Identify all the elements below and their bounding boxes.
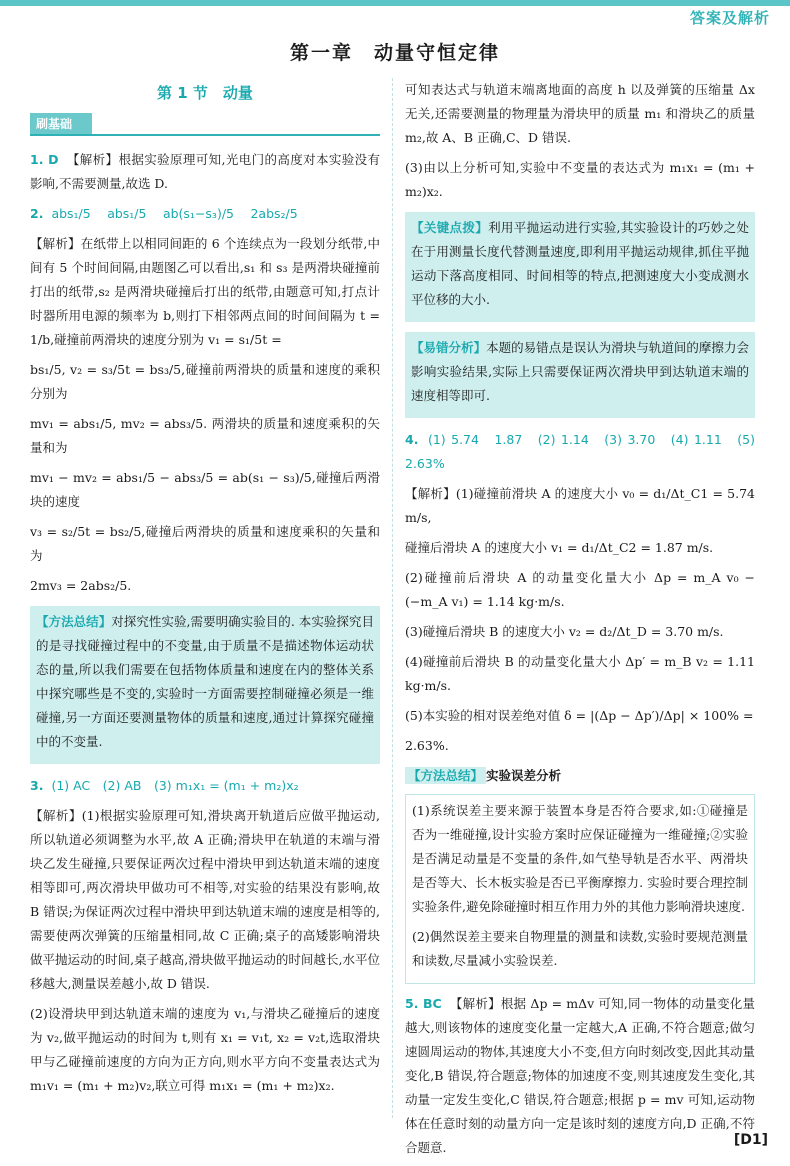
q3-tag: 【解析】	[30, 808, 82, 823]
page-number: [D1]	[733, 1132, 768, 1148]
q2-text-4: mv₁ − mv₂ = abs₁/5 − abs₃/5 = ab(s₁ − s₃)/5,碰撞后两滑块的速度	[30, 470, 380, 509]
q2-method	[36, 610, 374, 754]
q4-method-title: 实验误差分析	[486, 768, 562, 783]
q5-text: 根据 Δp = mΔv 可知,同一物体的动量变化量越大,则该物体的速度变化量一定越大,A 正确,不符合题意;做匀速圆周运动的物体,其速度大小不变,但方向时刻改变,因此其动量变化,B 错误,符合题意;物体的加速度不变,则其速度发生变化,其动量一定发生变化,C 错误,符合题意;根据 p = mv 可知,运动物体在任意时刻的动量方向一定是该时刻的速度方向,D 正确,不符合题意.	[405, 996, 755, 1155]
q1-paragraph	[30, 148, 380, 196]
q4-method-tag: 【方法总结】	[405, 767, 486, 784]
q5-number: 5. BC	[405, 996, 442, 1011]
page-header	[0, 0, 790, 34]
q3-analysis-1	[30, 804, 380, 996]
q4-method-text-1: (1)系统误差主要来源于装置本身是否符合要求,如:①碰撞是否为一维碰撞,设计实验方案时应保证碰撞为一维碰撞;②实验是否满足动量是不变量的条件,如气垫导轨是否水平、两滑块是否等大、长木板实验是否已平衡摩擦力. 实验时要合理控制实验条件,避免除碰撞时相互作用力外的其他力影响滑块速度.	[412, 803, 748, 914]
left-column	[30, 80, 380, 1104]
column-divider	[392, 78, 393, 1118]
q2-analysis	[30, 232, 380, 352]
q2-method-tag: 【方法总结】	[36, 614, 112, 629]
q2-number: 2.	[30, 206, 44, 221]
key-point	[411, 216, 749, 312]
q1-number: 1. D	[30, 152, 59, 167]
key-point-text: 利用平抛运动进行实验,其实验设计的巧妙之处在于用测量长度代替测量速度,即利用平抛运动规律,抓住平抛运动下落高度相同、时间相等的特点,把测速度大小变成测水平位移的大小.	[411, 220, 749, 307]
chapter-title: 第一章 动量守恒定律	[289, 42, 500, 64]
q2-method-box	[30, 606, 380, 764]
q4-text-6: (5)本实验的相对误差绝对值 δ = |(Δp − Δp′)/Δp| × 100% =	[405, 708, 754, 723]
q4-tag: 【解析】	[405, 486, 456, 501]
header-stripe	[0, 0, 790, 6]
q2-answers: abs₁/5 abs₁/5 ab(s₁−s₃)/5 2abs₂/5	[51, 206, 298, 221]
q2-tag: 【解析】	[30, 236, 81, 251]
q4-analysis-1	[405, 482, 755, 530]
key-point-tag: 【关键点拨】	[411, 220, 489, 235]
q3cont-text-2: (3)由以上分析可知,实验中不变量的表达式为 m₁x₁ = (m₁ + m₂)x₂.	[405, 160, 755, 199]
q4-text-2: 碰撞后滑块 A 的速度大小 v₁ = d₁/Δt_C2 = 1.87 m/s.	[405, 540, 714, 555]
section-title: 第 1 节 动量	[157, 84, 253, 102]
q5-tag: 【解析】	[449, 996, 501, 1011]
badge-underline	[30, 134, 380, 136]
header-tag: 答案及解析	[689, 9, 770, 27]
q4-method-text-2: (2)偶然误差主要来自物理量的测量和读数,实验时要规范测量和读数,尽量减小实验误差.	[412, 929, 748, 968]
q2-answer-line	[30, 202, 380, 226]
error-analysis-tag: 【易错分析】	[411, 340, 487, 355]
q5-paragraph	[405, 992, 755, 1160]
q2-method-text: 对探究性实验,需要明确实验目的. 本实验探究目的是寻找碰撞过程中的不变量,由于质量不是描述物体运动状态的量,所以我们需要在包括物体质量和速度在内的整体关系中探究哪些是不变的,实验时一方面需要控制碰撞必须是一维碰撞,另一方面还要测量物体的质量和速度,通过计算探究碰撞中的不变量.	[36, 614, 374, 749]
q4-text-1: (1)碰撞前滑块 A 的速度大小 v₀ = d₁/Δt_C1 = 5.74 m/s,	[405, 486, 755, 525]
error-analysis	[411, 336, 749, 408]
q3cont-text-1: 可知表达式与轨道末端离地面的高度 h 以及弹簧的压缩量 Δx 无关,还需要测量的物理量为滑块甲的质量 m₁ 和滑块乙的质量 m₂,故 A、B 正确,C、D 错误.	[405, 82, 755, 145]
q3-answer-line	[30, 774, 380, 798]
q4-text-4: (3)碰撞后滑块 B 的速度大小 v₂ = d₂/Δt_D = 3.70 m/s.	[405, 624, 724, 639]
q3-answers: (1) AC (2) AB (3) m₁x₁ = (m₁ + m₂)x₂	[51, 778, 299, 793]
q4-method-heading	[405, 764, 755, 788]
q4-answers: (1) 5.74 1.87 (2) 1.14 (3) 3.70 (4) 1.11 (5) 2.63%	[405, 432, 755, 471]
q4-method-box	[405, 794, 755, 984]
q4-text-3: (2)碰撞前后滑块 A 的动量变化量大小 Δp = m_A v₀ − (−m_A v₁) = 1.14 kg·m/s.	[405, 570, 755, 609]
q1-tag: 【解析】	[66, 152, 119, 167]
key-point-box	[405, 212, 755, 322]
q3-text-2: (2)设滑块甲到达轨道末端的速度为 v₁,与滑块乙碰撞后的速度为 v₂,做平抛运动的时间为 t,则有 x₁ = v₁t, x₂ = v₂t,选取滑块甲与乙碰撞前速度的方向为正方向,则水平方向不变量表达式为 m₁v₁ = (m₁ + m₂)v₂,联立可得 m₁x₁ = (m₁ + m₂)x₂.	[30, 1006, 380, 1093]
q1-text: 根据实验原理可知,光电门的高度对本实验没有影响,不需要测量,故选 D.	[30, 152, 380, 191]
q4-text-7: 2.63%.	[405, 738, 449, 753]
right-column	[405, 78, 755, 1166]
q2-text-2: bs₁/5, v₂ = s₃/5t = bs₃/5,碰撞前两滑块的质量和速度的乘积分别为	[30, 362, 380, 401]
q2-text-3: mv₁ = abs₁/5, mv₂ = abs₃/5. 两滑块的质量和速度乘积的矢量和为	[30, 416, 380, 455]
q4-answer-line	[405, 428, 755, 476]
section-badge: 刷基础	[30, 113, 92, 136]
q4-text-5: (4)碰撞前后滑块 B 的动量变化量大小 Δp′ = m_B v₂ = 1.11 kg·m/s.	[405, 654, 755, 693]
error-analysis-text: 本题的易错点是误认为滑块与轨道间的摩擦力会影响实验结果,实际上只需要保证两次滑块甲到达轨道末端的速度相等即可.	[411, 340, 749, 403]
q3-text-1: (1)根据实验原理可知,滑块离开轨道后应做平抛运动,所以轨道必须调整为水平,故 A 正确;滑块甲在轨道的末端与滑块乙发生碰撞,只要保证两次过程中滑块甲到达轨道末端的速度相等即可,两次滑块甲做功可不相等,对实验的结果没有影响,故 B 错误;为保证两次过程中滑块甲到达轨道末端的速度是相等的,需要使两次弹簧的压缩量相同,故 C 正确;桌子的高矮影响滑块做平抛运动的时间,桌子越高,滑块做平抛运动的时间越长,水平位移越大,测量误差越小,故 D 错误.	[30, 808, 380, 991]
q2-text-1: 在纸带上以相同间距的 6 个连续点为一段划分纸带,中间有 5 个时间间隔,由题图乙可以看出,s₁ 和 s₃ 是两滑块碰撞前打出的纸带,s₂ 是两滑块碰撞后打出的纸带,由题意可知,打点计时器所用电源的频率为 b,则打下相邻两点间的时间间隔为 t = 1/b,碰撞前两滑块的速度分别为 v₁ = s₁/5t =	[30, 236, 380, 347]
q3-number: 3.	[30, 778, 44, 793]
q4-number: 4.	[405, 432, 419, 447]
q2-text-5: v₃ = s₂/5t = bs₂/5,碰撞后两滑块的质量和速度乘积的矢量和为	[30, 524, 380, 563]
q2-text-6: 2mv₃ = 2abs₂/5.	[30, 578, 132, 593]
error-analysis-box	[405, 332, 755, 418]
